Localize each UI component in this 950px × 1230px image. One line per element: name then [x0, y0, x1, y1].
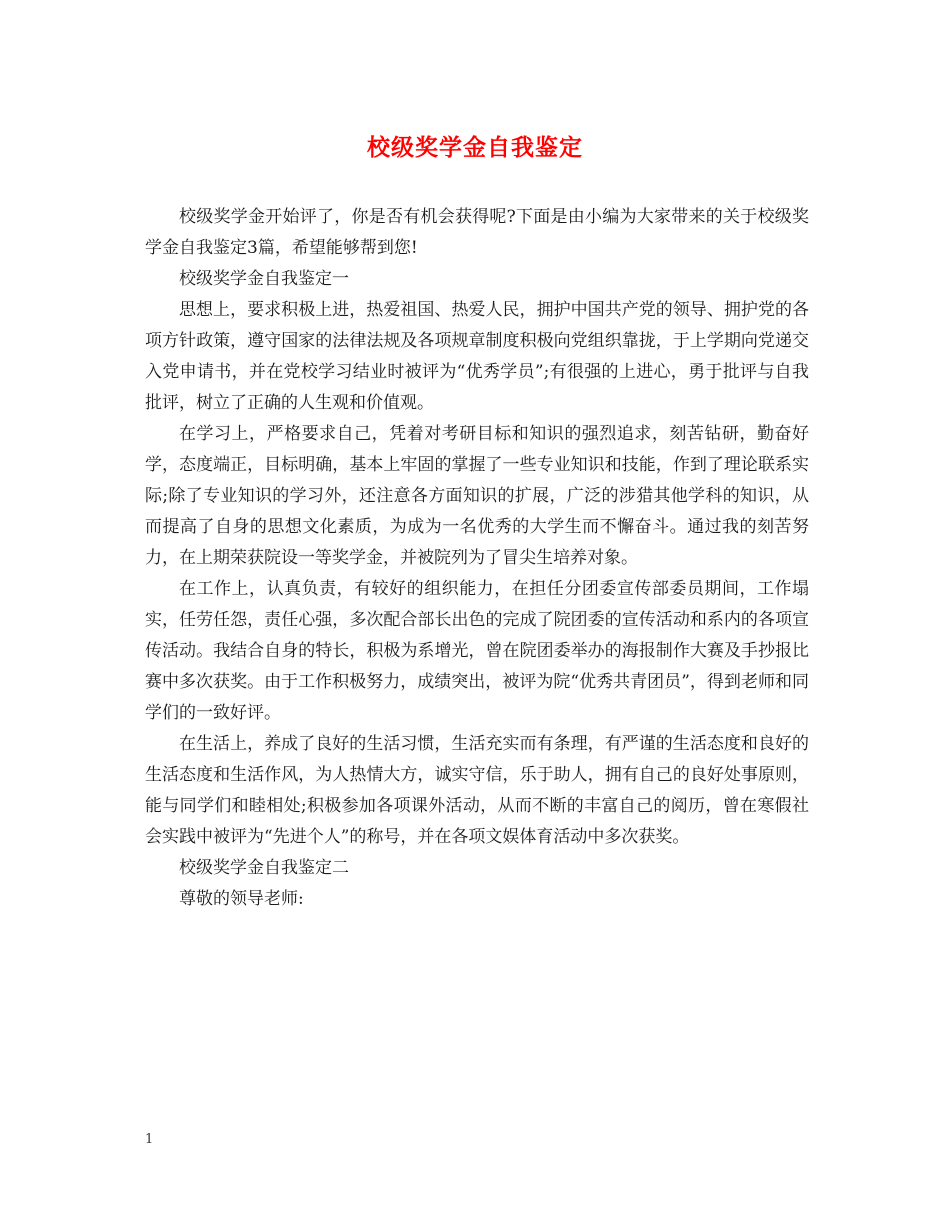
paragraph-intro: 校级奖学金开始评了，你是否有机会获得呢?下面是由小编为大家带来的关于校级奖学金自我鉴定3篇，希望能够帮到您!: [145, 207, 809, 258]
paragraph-work: 在工作上，认真负责，有较好的组织能力，在担任分团委宣传部委员期间，工作塌实，任劳任怨，责任心强，多次配合部长出色的完成了院团委的宣传活动和系内的各项宣传活动。我结合自身的特长，积极为系增光，曾在院团委举办的海报制作大赛及手抄报比赛中多次获奖。由于工作积极努力，成绩突出，被评为院“优秀共青团员”，得到老师和同学们的一致好评。: [145, 579, 809, 723]
section-heading-one: 校级奖学金自我鉴定一: [179, 269, 349, 289]
page-number: 1: [145, 1132, 154, 1147]
paragraph-life: 在生活上，养成了良好的生活习惯，生活充实而有条理，有严谨的生活态度和良好的生活态度和生活作风，为人热情大方，诚实守信，乐于助人，拥有自己的良好处事原则，能与同学们和睦相处;积极参加各项课外活动，从而不断的丰富自己的阅历，曾在寒假社会实践中被评为“先进个人”的称号，并在各项文娱体育活动中多次获奖。: [145, 734, 809, 847]
paragraph-salutation: 尊敬的领导老师:: [179, 889, 304, 909]
document-title: 校级奖学金自我鉴定: [367, 134, 583, 161]
section-heading-two: 校级奖学金自我鉴定二: [179, 858, 349, 878]
document-body: [145, 202, 809, 915]
paragraph-study: 在学习上，严格要求自己，凭着对考研目标和知识的强烈追求，刻苦钻研，勤奋好学，态度端正，目标明确，基本上牢固的掌握了一些专业知识和技能，作到了理论联系实际;除了专业知识的学习外，还注意各方面知识的扩展，广泛的涉猎其他学科的知识，从而提高了自身的思想文化素质，为成为一名优秀的大学生而不懈奋斗。通过我的刻苦努力，在上期荣获院设一等奖学金，并被院列为了冒尖生培养对象。: [145, 424, 809, 568]
paragraph-ideology: 思想上，要求积极上进，热爱祖国、热爱人民，拥护中国共产党的领导、拥护党的各项方针政策，遵守国家的法律法规及各项规章制度积极向党组织靠拢，于上学期向党递交入党申请书，并在党校学习结业时被评为“优秀学员”;有很强的上进心，勇于批评与自我批评，树立了正确的人生观和价值观。: [145, 300, 809, 413]
